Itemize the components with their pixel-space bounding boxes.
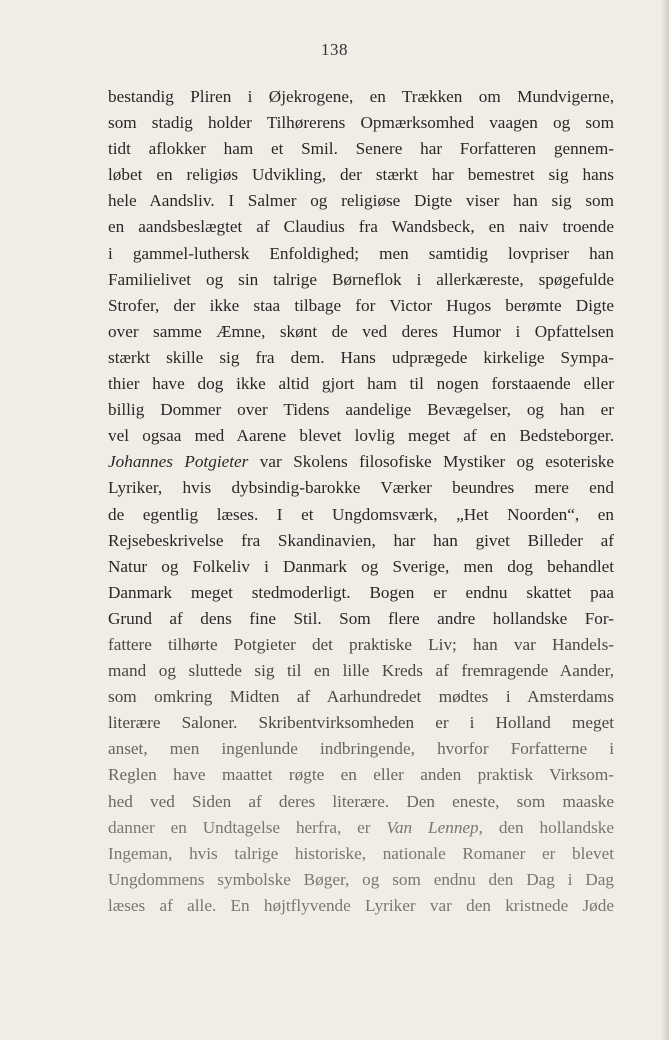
text-line: som omkring Midten af Aarhundredet mødtes i Amsterdams — [108, 687, 614, 707]
text-line-rest: var Skolens filosofiske Mystiker og esoteriske — [248, 452, 615, 472]
text-line: billig Dommer over Tidens aandelige Bevægelser, og han er — [108, 400, 614, 420]
page-edge-shadow — [661, 0, 669, 1040]
text-line: literære Saloner. Skribentvirksomheden er i Holland meget — [108, 713, 614, 733]
text-line: Familielivet og sin talrige Børneflok i allerkæreste, spøgefulde — [108, 269, 614, 289]
text-line: Natur og Folkeliv i Danmark og Sverige, men dog behandlet — [108, 556, 614, 576]
text-line: som stadig holder Tilhørerens Opmærksomhed vaagen og som — [108, 113, 614, 133]
text-line: en aandsbeslægtet af Claudius fra Wandsbeck, en naiv troende — [108, 217, 614, 237]
text-line: Rejsebeskrivelse fra Skandinavien, har han givet Billeder af — [108, 530, 614, 550]
text-line: løbet en religiøs Udvikling, der stærkt har bemestret sig hans — [108, 165, 614, 185]
text-line-potgieter — [108, 449, 614, 475]
text-line: de egentlig læses. I et Ungdomsværk, „Het Noorden“, en — [108, 504, 614, 524]
text-line: hed ved Siden af deres literære. Den eneste, som maaske — [108, 791, 614, 811]
text-line: Ungdommens symbolske Bøger, og som endnu den Dag i Dag — [108, 869, 614, 889]
text-line: i gammel-luthersk Enfoldighed; men samtidig lovpriser han — [108, 243, 614, 263]
author-name-van-lennep: Van Lennep — [386, 817, 479, 837]
text-line: thier have dog ikke altid gjort ham til nogen forstaaende eller — [108, 374, 614, 394]
text-line: Strofer, der ikke staa tilbage for Victor Hugos berømte Digte — [108, 295, 614, 315]
text-line: vel ogsaa med Aarene blevet lovlig meget af en Bedsteborger. — [108, 426, 614, 446]
text-line: stærkt skille sig fra dem. Hans udprægede kirkelige Sympa- — [108, 347, 614, 367]
text-line: bestandig Pliren i Øjekrogene, en Trækken om Mundvigerne, — [108, 87, 614, 106]
text-line: Lyriker, hvis dybsindig-barokke Værker beundres mere end — [108, 478, 614, 498]
author-name-potgieter: Johannes Potgieter — [108, 452, 249, 472]
text-line: Reglen have maattet røgte en eller anden praktisk Virksom- — [108, 765, 614, 785]
text-line: mand og sluttede sig til en lille Kreds af fremragende Aander, — [108, 661, 614, 681]
text-line: anset, men ingenlunde indbringende, hvorfor Forfatterne i — [108, 739, 614, 759]
text-line: læses af alle. En højtflyvende Lyriker var den kristnede Jøde — [108, 895, 614, 915]
body-text — [108, 84, 614, 919]
text-line: over samme Æmne, skønt de ved deres Humor i Opfattelsen — [108, 321, 614, 341]
text-line: fattere tilhørte Potgieter det praktiske Liv; han var Handels- — [108, 634, 614, 654]
text-line: tidt aflokker ham et Smil. Senere har Forfatteren gennem- — [108, 139, 614, 159]
text-line-van-lennep — [108, 815, 614, 841]
text-line: Ingeman, hvis talrige historiske, nationale Romaner er blevet — [108, 843, 614, 863]
text-line-rest: , den hollandske — [478, 817, 614, 837]
page-number: 138 — [321, 40, 348, 59]
text-line-pre: danner en Undtagelse herfra, er — [108, 817, 387, 837]
text-line: Danmark meget stedmoderligt. Bogen er endnu skattet paa — [108, 582, 614, 602]
text-line: Grund af dens fine Stil. Som flere andre hollandske For- — [108, 608, 614, 628]
text-line: hele Aandsliv. I Salmer og religiøse Digte viser han sig som — [108, 191, 614, 211]
